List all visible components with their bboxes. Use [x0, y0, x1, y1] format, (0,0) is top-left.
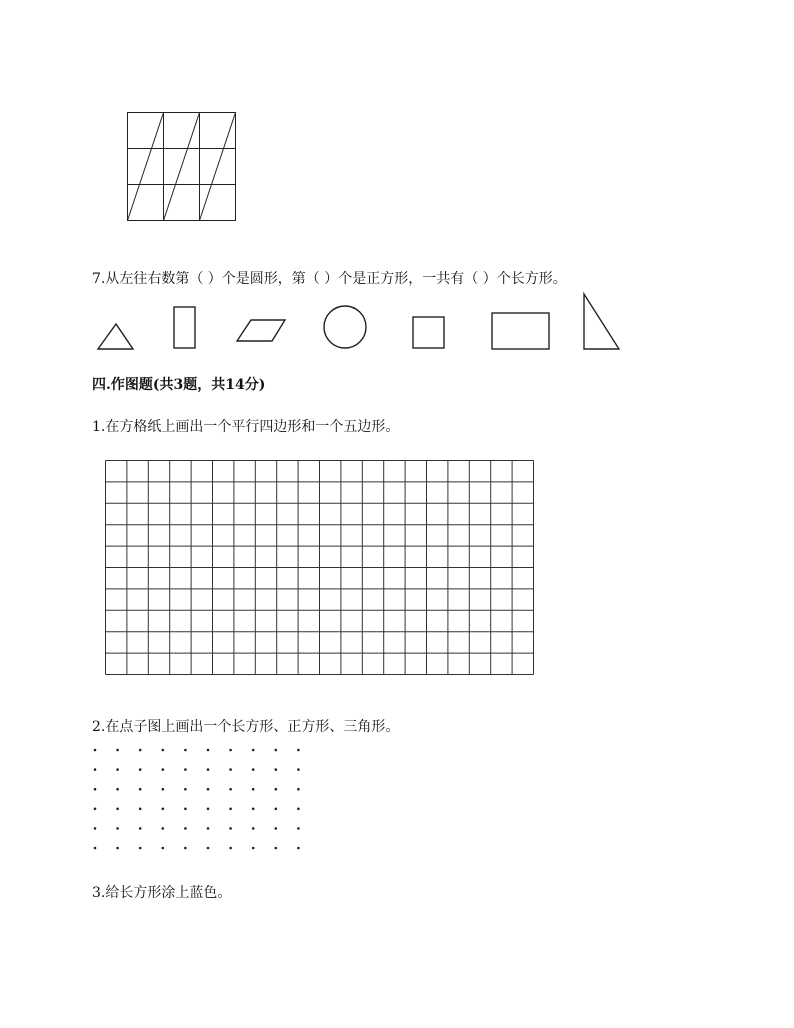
- grid-dot: [207, 808, 210, 811]
- grid-dot: [229, 749, 232, 752]
- grid-dot: [162, 749, 165, 752]
- grid-dot: [184, 749, 187, 752]
- circle-shape: [324, 306, 366, 348]
- grid-dot: [275, 749, 278, 752]
- grid-dot: [297, 749, 300, 752]
- grid-dot: [184, 768, 187, 771]
- task-3-text: 3.给长方形涂上蓝色。: [92, 885, 232, 901]
- grid-dot: [162, 788, 165, 791]
- grid-dot: [297, 808, 300, 811]
- grid-dot: [139, 847, 142, 850]
- grid-dot: [184, 808, 187, 811]
- grid-dot: [116, 827, 119, 830]
- grid-dot: [207, 768, 210, 771]
- grid-dot: [116, 847, 119, 850]
- square-grid-paper: [105, 460, 537, 678]
- grid-dot: [297, 788, 300, 791]
- grid-dot: [139, 808, 142, 811]
- grid-dot: [252, 827, 255, 830]
- grid-dot: [162, 768, 165, 771]
- grid-dot: [229, 827, 232, 830]
- grid-dot: [94, 768, 97, 771]
- grid-dot: [275, 827, 278, 830]
- grid-dot: [275, 768, 278, 771]
- grid-dot: [139, 827, 142, 830]
- triangle-shape: [98, 324, 133, 349]
- grid-dot: [184, 827, 187, 830]
- grid-dot: [207, 847, 210, 850]
- grid-dot: [275, 808, 278, 811]
- grid-dot: [139, 768, 142, 771]
- grid-dot: [184, 847, 187, 850]
- question-7-shapes: [94, 290, 634, 360]
- grid-dot: [162, 808, 165, 811]
- wide-rectangle-shape: [492, 313, 549, 349]
- grid-dot: [139, 749, 142, 752]
- grid-dot: [116, 808, 119, 811]
- grid-dot: [162, 847, 165, 850]
- grid-dot: [252, 847, 255, 850]
- grid-dot: [229, 808, 232, 811]
- grid-dot: [94, 749, 97, 752]
- grid-dot: [297, 827, 300, 830]
- grid-dot: [207, 788, 210, 791]
- grid-dot: [94, 788, 97, 791]
- task-2-text: 2.在点子图上画出一个长方形、正方形、三角形。: [92, 719, 400, 735]
- right-triangle-shape: [584, 294, 619, 349]
- grid-dot: [207, 827, 210, 830]
- grid-dot: [162, 827, 165, 830]
- grid-dot: [252, 808, 255, 811]
- grid-dot: [275, 847, 278, 850]
- section-4-title: 四.作图题(共3题，共14分): [92, 377, 266, 393]
- tall-rectangle-shape: [174, 307, 195, 348]
- grid-dot: [116, 788, 119, 791]
- grid-dot: [139, 788, 142, 791]
- diagonal-line: [200, 113, 236, 221]
- grid-dot: [116, 768, 119, 771]
- grid-dot: [207, 749, 210, 752]
- grid-dot: [297, 847, 300, 850]
- question-7-text: 7.从左往右数第（ ）个是圆形，第（ ）个是正方形，一共有（ ）个长方形。: [92, 271, 567, 287]
- diagonal-line: [128, 113, 164, 221]
- grid-dot: [184, 788, 187, 791]
- grid-dot: [94, 808, 97, 811]
- square-shape: [413, 317, 444, 348]
- task-1-text: 1.在方格纸上画出一个平行四边形和一个五边形。: [92, 419, 400, 435]
- grid-dot: [229, 768, 232, 771]
- grid-dot: [252, 768, 255, 771]
- diagonal-line: [164, 113, 200, 221]
- parallelogram-shape: [237, 320, 285, 341]
- grid-dot: [297, 768, 300, 771]
- grid-dot: [229, 847, 232, 850]
- grid-dot: [252, 788, 255, 791]
- grid-dot: [252, 749, 255, 752]
- diagonal-grid-figure: [127, 112, 237, 222]
- grid-dot: [116, 749, 119, 752]
- grid-dot: [94, 847, 97, 850]
- dot-grid-paper: [92, 746, 304, 850]
- grid-dot: [275, 788, 278, 791]
- grid-dot: [94, 827, 97, 830]
- grid-dot: [229, 788, 232, 791]
